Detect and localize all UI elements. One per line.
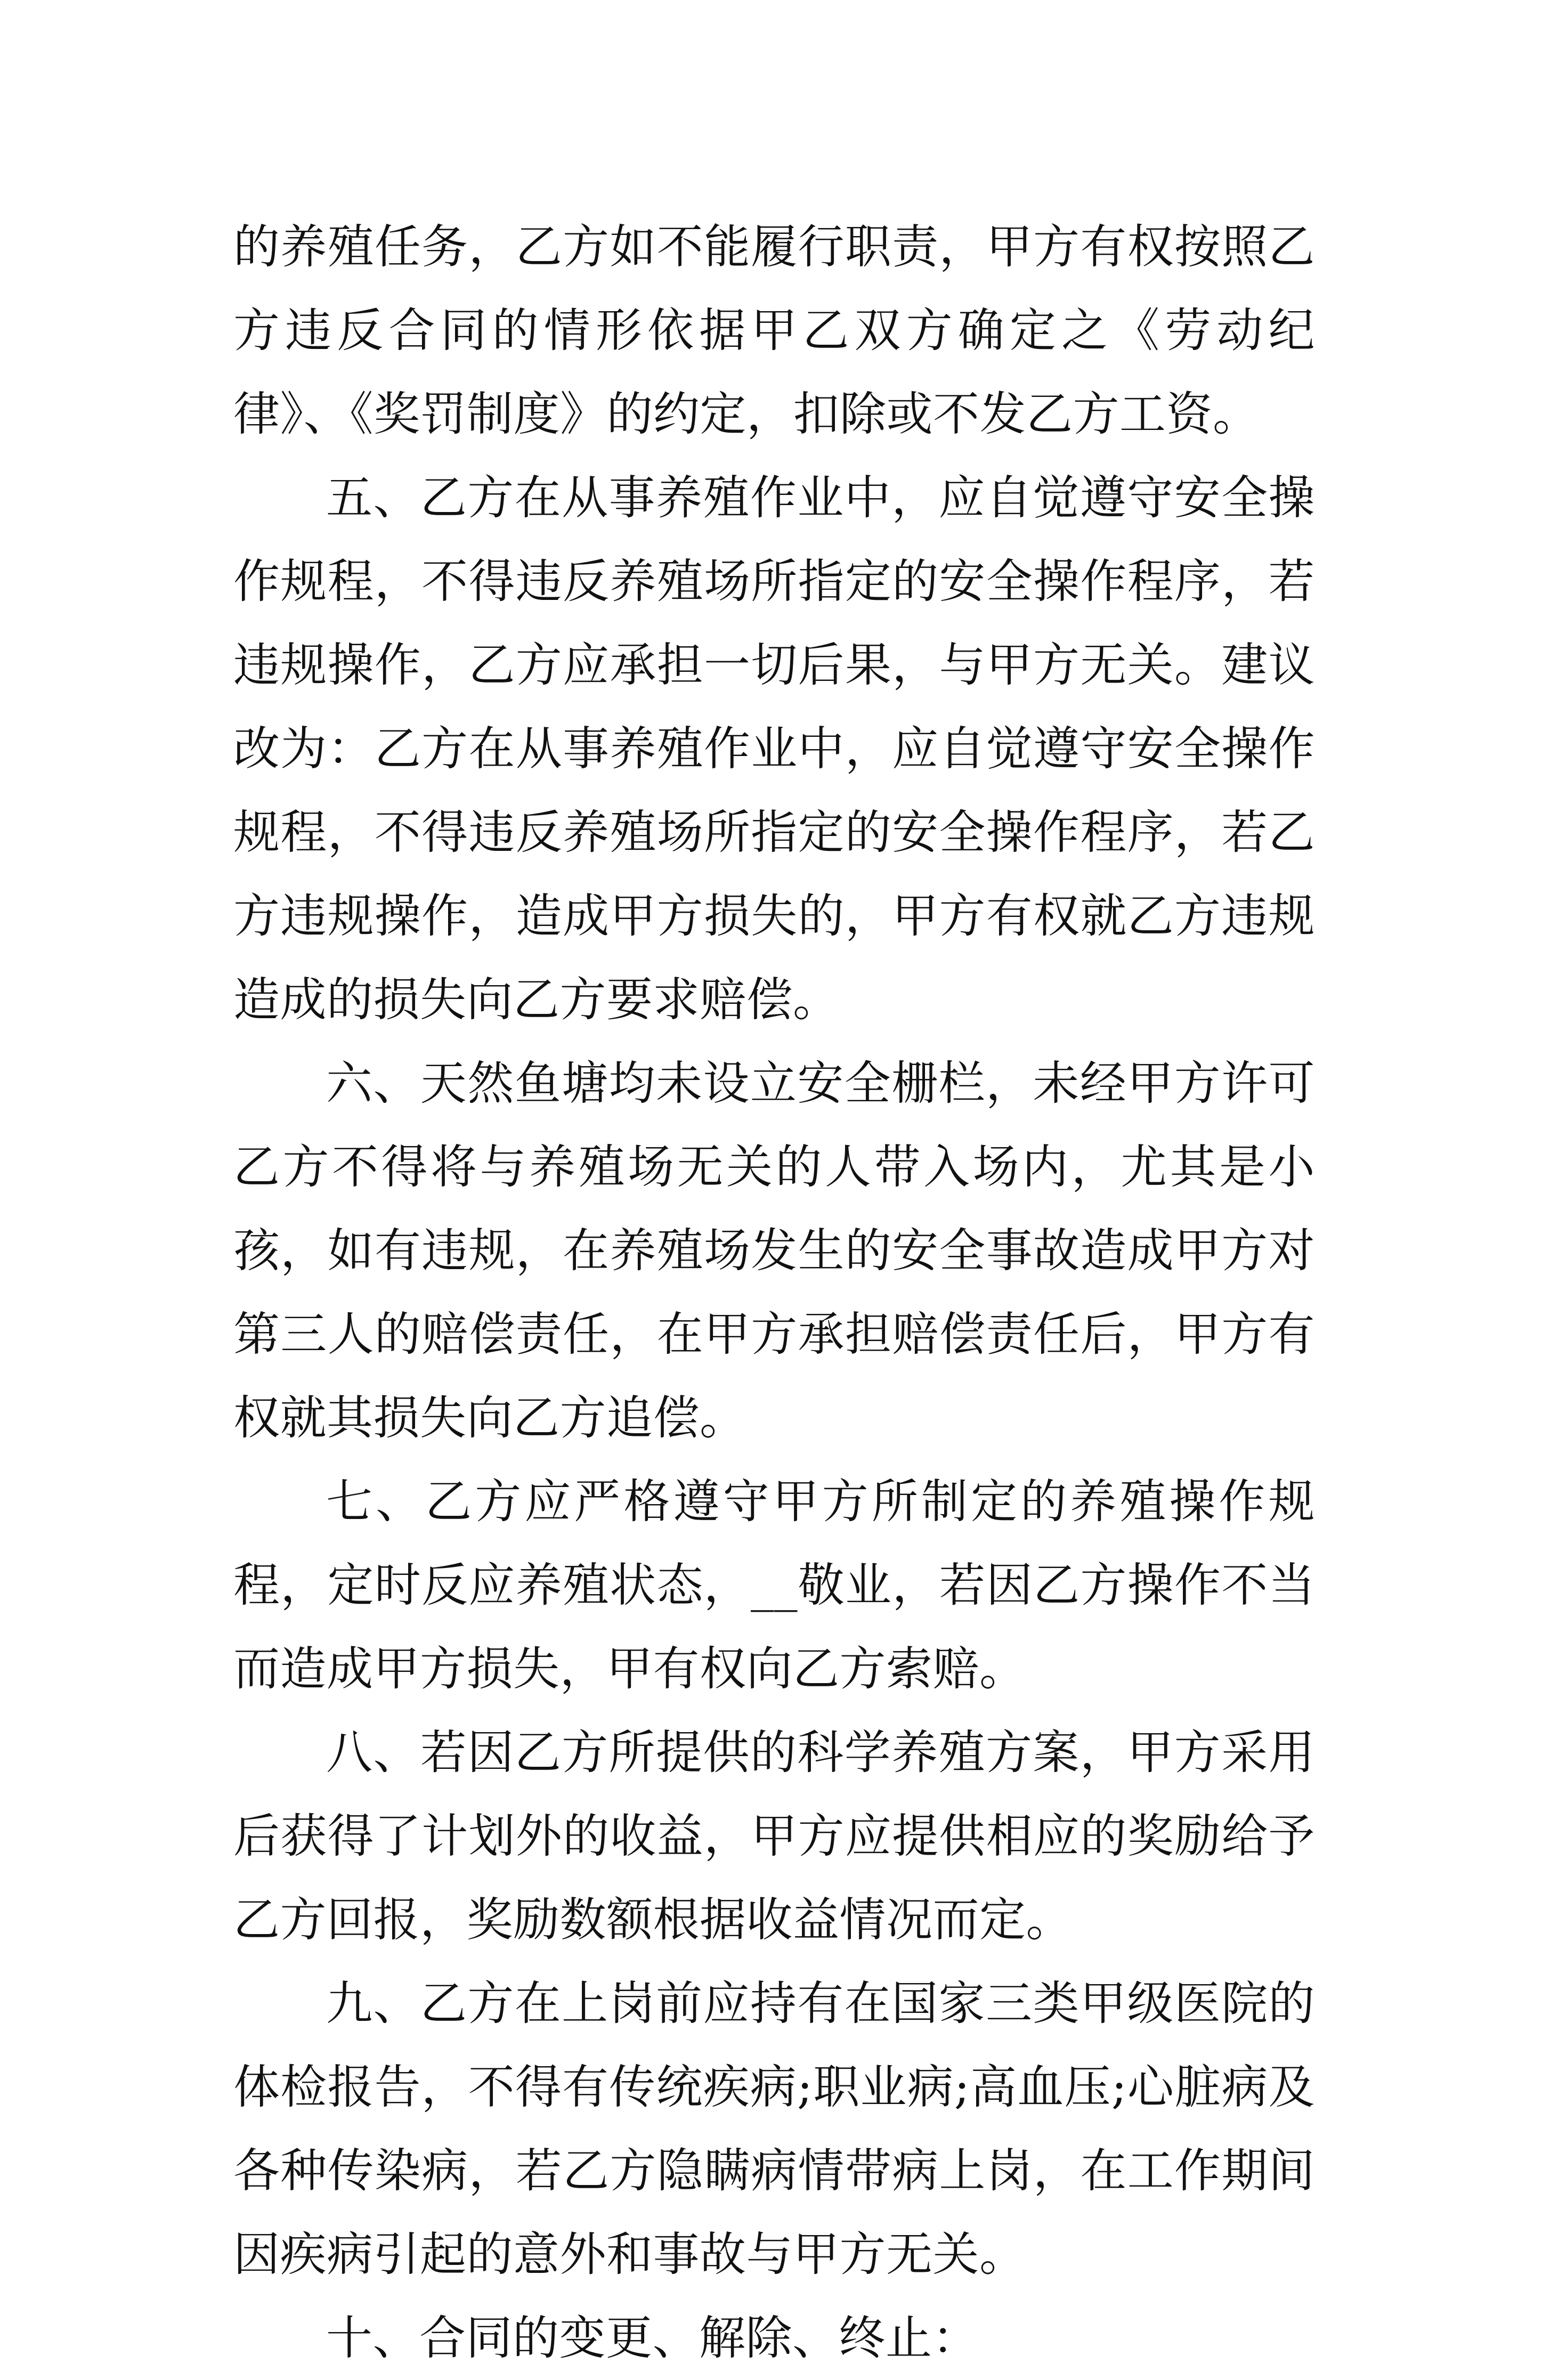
paragraph-clause-10: 十、合同的变更、解除、终止： [326,2311,979,2365]
paragraph-clause-8: 八、若因乙方所提供的科学养殖方案，甲方采用后获得了计划外的收益，甲方应提供相应的奖励给予乙方回报，奖励数额根据收益情况而定。 [233,1725,1315,1947]
paragraph-clause-6: 六、天然鱼塘均未设立安全栅栏，未经甲方许可乙方不得将与养殖场无关的人带入场内，尤其是小孩，如有违规，在养殖场发生的安全事故造成甲方对第三人的赔偿责任，在甲方承担赔偿责任后，甲方有权就其损失向乙方追偿。 [233,1056,1315,1445]
paragraph-clause-7: 七、乙方应严格遵守甲方所制定的养殖操作规程，定时反应养殖状态，__敬业，若因乙方操作不当而造成甲方损失，甲有权向乙方索赔。 [233,1474,1315,1696]
paragraph-clause-9: 九、乙方在上岗前应持有在国家三类甲级医院的体检报告，不得有传统疾病;职业病;高血压;心脏病及各种传染病，若乙方隐瞒病情带病上岗，在工作期间因疾病引起的意外和事故与甲方无关。 [233,1976,1315,2281]
document-body [233,205,1315,2380]
paragraph-clause-5: 五、乙方在从事养殖作业中，应自觉遵守安全操作规程，不得违反养殖场所指定的安全操作程序，若违规操作，乙方应承担一切后果，与甲方无关。建议改为：乙方在从事养殖作业中，应自觉遵守安全操作规程，不得违反养殖场所指定的安全操作程序，若乙方违规操作，造成甲方损失的，甲方有权就乙方违规造成的损失向乙方要求赔偿。 [233,470,1315,1027]
paragraph-continuation: 的养殖任务，乙方如不能履行职责，甲方有权按照乙方违反合同的情形依据甲乙双方确定之《劳动纪律》、《奖罚制度》的约定，扣除或不发乙方工资。 [233,220,1315,441]
